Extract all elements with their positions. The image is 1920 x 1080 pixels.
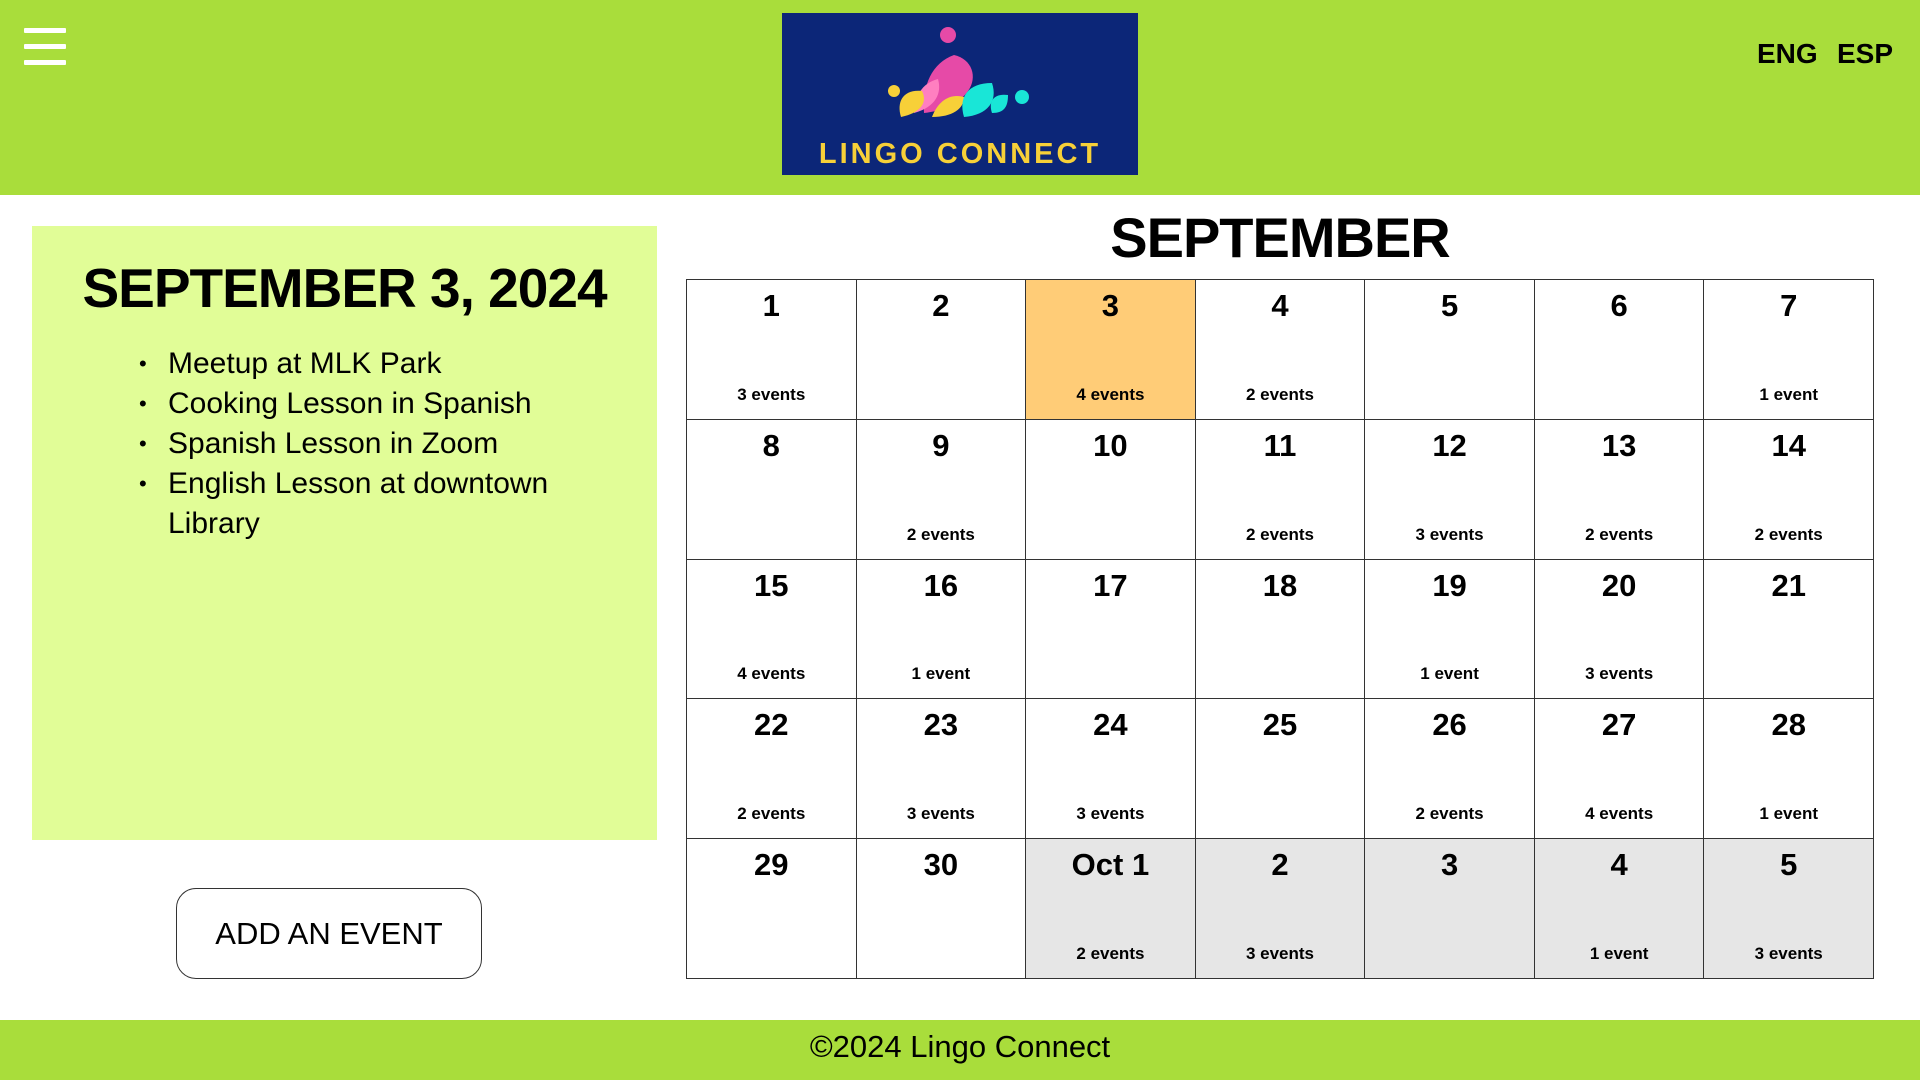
calendar-day-number: 7 — [1780, 288, 1798, 323]
language-eng-link[interactable]: ENG — [1757, 38, 1818, 69]
calendar-day-cell[interactable] — [1704, 560, 1874, 700]
calendar-day-number: 14 — [1771, 427, 1806, 463]
calendar-day-cell[interactable] — [687, 839, 857, 979]
calendar-day-number: 20 — [1601, 567, 1637, 603]
calendar-day-number: 29 — [754, 847, 789, 883]
calendar-day-number: 3 — [1101, 288, 1120, 323]
calendar-day-cell[interactable] — [1535, 699, 1705, 839]
calendar-day-cell[interactable] — [1704, 280, 1874, 420]
day-event-list — [168, 344, 628, 544]
calendar-day-cell[interactable] — [1026, 420, 1196, 560]
calendar-day-number: 11 — [1263, 427, 1297, 463]
calendar-event-count: 4 events — [1585, 804, 1654, 824]
logo[interactable] — [782, 13, 1138, 175]
calendar-day-cell[interactable] — [1704, 839, 1874, 979]
calendar-day-cell[interactable] — [1365, 560, 1535, 700]
calendar-day-number: 28 — [1771, 707, 1806, 743]
calendar-day-cell[interactable] — [687, 280, 857, 420]
calendar-day-number: 5 — [1780, 847, 1798, 883]
calendar-day-number: 2 — [932, 288, 950, 323]
calendar-day-number: 19 — [1432, 567, 1467, 603]
calendar-event-count: 4 events — [737, 664, 806, 684]
calendar-day-number: 18 — [1262, 567, 1298, 603]
calendar-event-count: 1 event — [1420, 664, 1479, 684]
calendar-event-count: 1 event — [1589, 944, 1649, 963]
calendar-day-number: 6 — [1610, 288, 1628, 323]
language-esp-link[interactable]: ESP — [1837, 38, 1894, 69]
calendar-day-cell[interactable] — [1704, 420, 1874, 560]
calendar-day-number: 4 — [1610, 847, 1628, 883]
hamburger-menu-icon[interactable] — [24, 24, 66, 70]
calendar-day-number: 27 — [1601, 707, 1637, 743]
list-item[interactable]: • Meetup at MLK Park — [168, 344, 628, 384]
calendar-event-count: 2 events — [1415, 804, 1484, 824]
calendar-day-number: 13 — [1601, 427, 1637, 463]
calendar-day-cell[interactable] — [1026, 839, 1196, 979]
list-item[interactable]: • Cooking Lesson in Spanish — [168, 384, 628, 424]
calendar-day-cell[interactable] — [1365, 839, 1535, 979]
calendar-event-count: 3 events — [1754, 944, 1823, 963]
calendar-event-count: 2 events — [1076, 944, 1145, 963]
calendar-event-count: 2 events — [1245, 524, 1315, 544]
calendar-event-count: 1 event — [1759, 804, 1818, 824]
list-item[interactable]: • English Lesson at downtown Library — [168, 464, 628, 544]
calendar-day-number: 5 — [1440, 288, 1459, 323]
calendar-day-number: 8 — [762, 427, 780, 463]
calendar-day-cell[interactable] — [1365, 280, 1535, 420]
calendar-day-number: 2 — [1271, 847, 1289, 883]
calendar-day-number: 9 — [932, 427, 950, 463]
calendar-day-number: 1 — [762, 288, 780, 323]
calendar-event-count: 2 events — [1245, 384, 1315, 404]
calendar-day-number: Oct 1 — [1071, 847, 1150, 883]
add-event-button[interactable]: ADD AN EVENT — [176, 888, 482, 979]
selected-day-title: SEPTEMBER 3, 2024 — [82, 257, 607, 319]
list-item[interactable]: • Spanish Lesson in Zoom — [168, 424, 628, 464]
calendar-day-cell[interactable] — [1196, 420, 1366, 560]
calendar-day-number: 23 — [923, 707, 959, 743]
calendar-month-title: SEPTEMBER — [1110, 206, 1450, 269]
calendar-day-number: 25 — [1262, 707, 1298, 743]
calendar-day-cell[interactable] — [1704, 699, 1874, 839]
selected-day-panel — [32, 226, 657, 840]
calendar-day-number: 22 — [754, 707, 789, 743]
calendar-day-cell[interactable] — [857, 560, 1027, 700]
calendar-event-count: 1 event — [911, 664, 971, 684]
calendar-event-count: 2 events — [1585, 524, 1654, 544]
calendar-day-cell[interactable] — [1535, 280, 1705, 420]
calendar-day-cell[interactable] — [1196, 560, 1366, 700]
calendar-day-cell[interactable] — [1535, 839, 1705, 979]
calendar-day-cell[interactable] — [857, 420, 1027, 560]
calendar-day-number: 21 — [1771, 567, 1806, 603]
calendar-day-cell[interactable] — [1196, 280, 1366, 420]
footer-copyright: ©2024 Lingo Connect — [0, 1020, 1920, 1080]
calendar-day-cell[interactable] — [1026, 560, 1196, 700]
calendar-day-cell[interactable] — [1365, 420, 1535, 560]
calendar-day-number: 12 — [1432, 427, 1467, 463]
calendar-day-cell[interactable] — [1026, 699, 1196, 839]
calendar-event-count: 2 events — [906, 524, 975, 544]
calendar-event-count: 3 events — [1415, 524, 1484, 544]
calendar-event-count: 2 events — [737, 804, 806, 824]
calendar-day-cell[interactable] — [687, 420, 857, 560]
calendar-day-number: 24 — [1093, 707, 1128, 743]
calendar-day-number: 16 — [923, 567, 959, 603]
calendar-event-count: 3 events — [737, 384, 806, 404]
calendar-day-cell[interactable] — [1026, 280, 1196, 420]
calendar-day-number: 3 — [1440, 847, 1459, 883]
calendar-day-number: 4 — [1271, 288, 1289, 323]
calendar-day-cell[interactable] — [1535, 560, 1705, 700]
calendar-grid — [686, 279, 1874, 979]
calendar-day-number: 26 — [1432, 707, 1467, 743]
calendar-day-cell[interactable] — [687, 560, 857, 700]
calendar-event-count: 2 events — [1754, 524, 1823, 544]
logo-text: LINGO CONNECT — [818, 138, 1102, 170]
calendar-event-count: 3 events — [906, 804, 975, 824]
header-bar — [0, 0, 1920, 195]
calendar-day-cell[interactable] — [1196, 699, 1366, 839]
calendar-event-count: 3 events — [1076, 804, 1145, 824]
calendar-day-cell[interactable] — [687, 699, 857, 839]
calendar-event-count: 3 events — [1245, 944, 1315, 963]
calendar-day-cell[interactable] — [1196, 839, 1366, 979]
calendar-day-number: 10 — [1093, 427, 1128, 463]
calendar-day-cell[interactable] — [1535, 420, 1705, 560]
calendar-event-count: 3 events — [1585, 664, 1654, 684]
calendar-day-cell[interactable] — [857, 280, 1027, 420]
calendar-day-cell[interactable] — [857, 839, 1027, 979]
calendar-day-number: 17 — [1093, 567, 1128, 603]
calendar-day-number: 15 — [754, 567, 789, 603]
calendar-event-count: 1 event — [1759, 384, 1818, 404]
calendar-event-count: 4 events — [1076, 384, 1145, 404]
calendar-day-cell[interactable] — [1365, 699, 1535, 839]
calendar-day-number: 30 — [923, 847, 959, 883]
calendar-day-cell[interactable] — [857, 699, 1027, 839]
